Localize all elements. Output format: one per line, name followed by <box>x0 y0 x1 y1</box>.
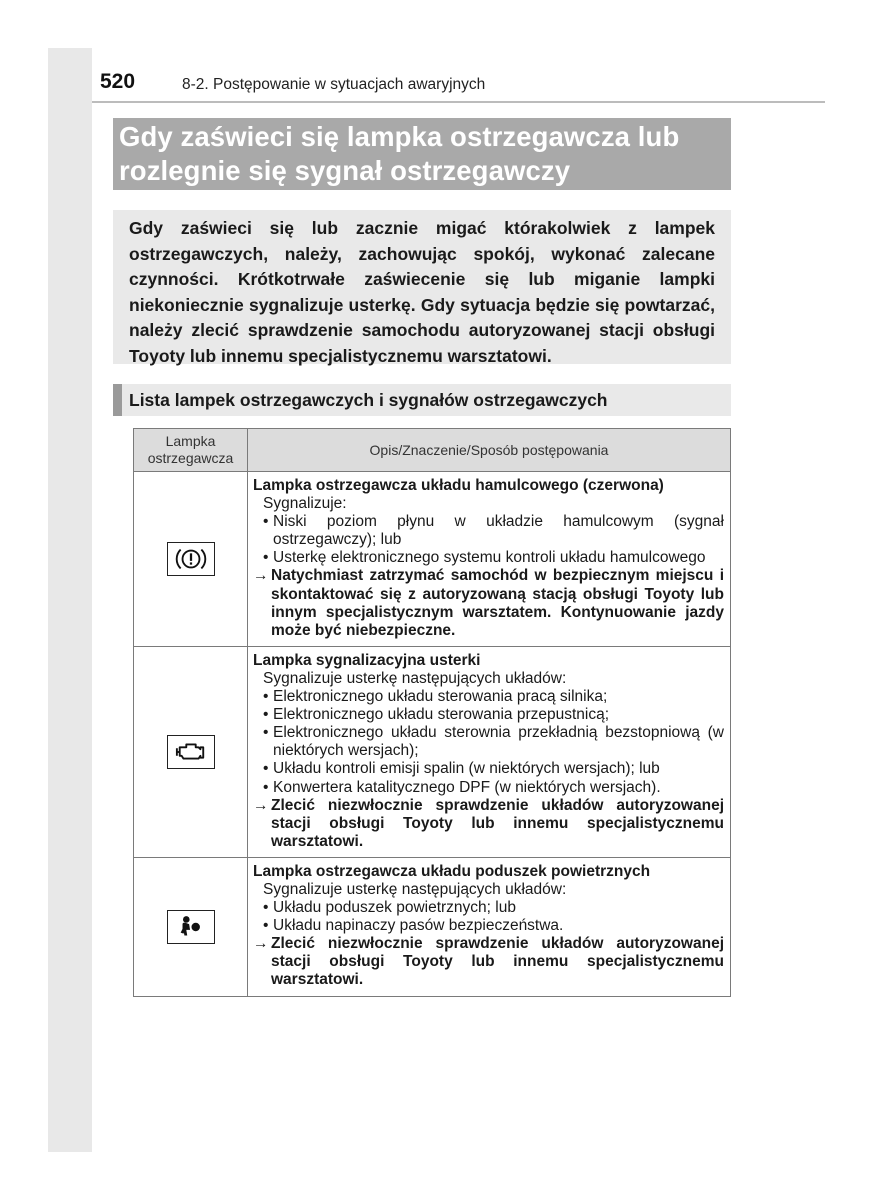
lamp-lead: Sygnalizuje usterkę następujących układów: <box>263 669 567 687</box>
table-row <box>134 472 731 647</box>
list-item: • Usterkę elektronicznego systemu kontroli układu hamulcowego <box>253 549 724 567</box>
list-item: • Elektronicznego układu sterowania przepustnicą; <box>253 706 724 724</box>
action-text: Zlecić niezwłocznie sprawdzenie układów autoryzowanej stacji obsługi Toyoty lub innemu specjalistycznemu warsztatowi. <box>271 796 724 850</box>
side-tab-strip <box>48 48 92 1152</box>
intro-text: Gdy zaświeci się lub zacznie migać którakolwiek z lampek ostrzegawczych, należy, zachowując spokój, wykonać zalecane czynności. Krótkotrwałe zaświecenie się lub miganie lampki niekoniecznie sygnalizuje usterkę. Gdy sytuacja będzie się powtarzać, należy zlecić sprawdzenie samochodu autoryzowanej stacji obsługi Toyoty lub innemu specjalistycznemu warsztatowi. <box>129 218 715 366</box>
symptom-list <box>253 688 724 797</box>
action-instruction <box>253 567 724 639</box>
lamp-title: Lampka ostrzegawcza układu hamulcowego (czerwona) <box>253 477 664 494</box>
brake-warning-icon <box>167 542 215 576</box>
header-rule <box>92 101 825 103</box>
sub-heading: Lista lampek ostrzegawczych i sygnałów ostrzegawczych <box>113 384 731 416</box>
icon-cell <box>134 857 248 996</box>
table-row <box>134 646 731 857</box>
description-cell <box>248 646 731 857</box>
action-text: Zlecić niezwłocznie sprawdzenie układów autoryzowanej stacji obsługi Toyoty lub innemu specjalistycznemu warsztatowi. <box>271 935 724 989</box>
symptom-list <box>253 899 724 935</box>
arrow-right-icon: → <box>253 935 269 953</box>
section-label: 8-2. Postępowanie w sytuacjach awaryjnych <box>182 76 486 93</box>
list-item: • Elektronicznego układu sterownia przekładnią bezstopniową (w niektórych wersjach); <box>253 724 724 760</box>
symptom-list <box>253 513 724 567</box>
lamp-lead: Sygnalizuje usterkę następujących układów: <box>263 880 567 898</box>
list-item: • Układu kontroli emisji spalin (w niektórych wersjach); lub <box>253 760 724 778</box>
description-cell <box>248 472 731 647</box>
airbag-warning-icon <box>167 910 215 944</box>
icon-cell <box>134 472 248 647</box>
check-engine-icon <box>167 735 215 769</box>
lamp-lead: Sygnalizuje: <box>263 495 347 513</box>
title-box <box>113 118 731 190</box>
page-number: 520 <box>100 70 136 93</box>
description-cell <box>248 857 731 996</box>
list-item: • Konwertera katalitycznego DPF (w niektórych wersjach). <box>253 779 724 797</box>
table-row <box>134 857 731 996</box>
list-item: • Elektronicznego układu sterowania pracą silnika; <box>253 688 724 706</box>
lamp-title: Lampka sygnalizacyjna usterki <box>253 651 481 669</box>
action-text: Natychmiast zatrzymać samochód w bezpiecznym miejscu i skontaktować się z autoryzowaną stacją obsługi Toyoty lub innym specjalistycznym warsztatem. Kontynuowanie jazdy może być niebezpieczne. <box>271 567 724 639</box>
intro-box <box>113 210 731 364</box>
icon-cell <box>134 646 248 857</box>
col-header-lamp: Lampka ostrzegawcza <box>134 429 248 472</box>
page-title: Gdy zaświeci się lampka ostrzegawcza lub rozlegnie się sygnał ostrzegawczy <box>119 121 680 186</box>
warning-lamp-table <box>133 428 731 997</box>
list-item: • Układu poduszek powietrznych; lub <box>253 899 724 917</box>
arrow-right-icon: → <box>253 567 269 585</box>
list-item: • Niski poziom płynu w układzie hamulcowym (sygnał ostrzegawczy); lub <box>253 513 724 549</box>
list-item: • Układu napinaczy pasów bezpieczeństwa. <box>253 917 724 935</box>
arrow-right-icon: → <box>253 796 269 814</box>
action-instruction <box>253 935 724 989</box>
lamp-title: Lampka ostrzegawcza układu poduszek powietrznych <box>253 862 651 880</box>
col-header-description: Opis/Znaczenie/Sposób postępowania <box>248 429 731 472</box>
table-header-row <box>134 429 731 472</box>
action-instruction <box>253 797 724 851</box>
